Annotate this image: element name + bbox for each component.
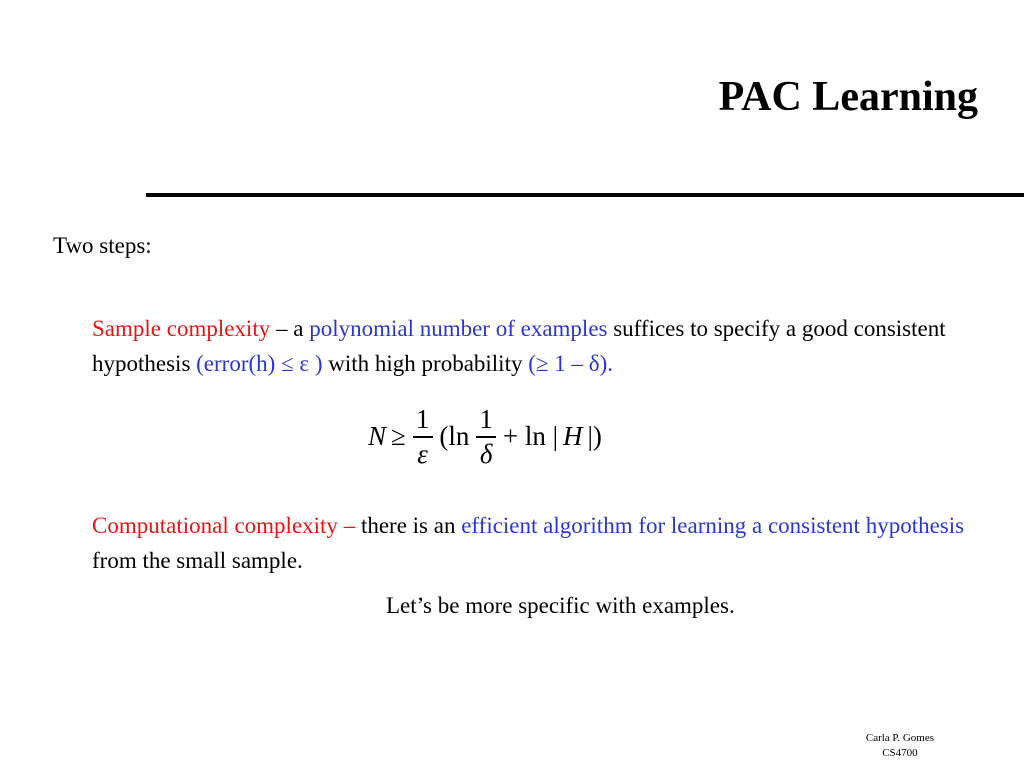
closing-text: Let’s be more specific with examples. [386, 593, 735, 618]
intro-text: Two steps: [53, 233, 152, 258]
sample-dash-text: – a [270, 316, 310, 341]
formula-den1: ε [417, 438, 428, 469]
sample-complexity-paragraph [92, 311, 972, 381]
computational-complexity-paragraph [92, 508, 972, 578]
computational-tail-text: from the small sample. [92, 548, 303, 573]
formula-num2: 1 [479, 404, 493, 434]
slide-title: PAC Learning [718, 74, 978, 120]
formula-close: |) [587, 421, 602, 452]
formula-fraction-delta [474, 406, 498, 468]
slide-footer [866, 731, 934, 761]
footer-author: Carla P. Gomes [865, 732, 934, 744]
formula-ge: ≥ [391, 421, 406, 452]
computational-plain-text: there is an [355, 513, 462, 538]
title-divider [146, 193, 1024, 197]
formula-fraction-epsilon [411, 406, 435, 468]
formula-plus-ln: + ln | [502, 421, 558, 452]
footer-course: CS4700 [882, 747, 918, 759]
computational-complexity-term: Computational complexity [92, 513, 338, 538]
polynomial-examples-text: polynomial number of examples [309, 316, 608, 341]
computational-dash-text: – [337, 513, 356, 538]
formula-ln-open: (ln [439, 421, 470, 452]
formula-h: H [562, 421, 583, 452]
probability-bound-text: (≥ 1 – δ). [528, 351, 613, 376]
formula-den2: δ [479, 438, 493, 469]
error-bound-text: (error(h) ≤ ε ) [196, 351, 323, 376]
sample-bound-formula [368, 406, 602, 468]
sample-mid2-text: with high probability [322, 351, 529, 376]
sample-mid-text: suffices to specify a good consistent hypothesis [92, 316, 946, 376]
efficient-algorithm-text: efficient algorithm for learning a consistent hypothesis [461, 513, 965, 538]
sample-complexity-term: Sample complexity [92, 316, 271, 341]
formula-num1: 1 [415, 404, 430, 434]
formula-n: N [368, 421, 387, 452]
